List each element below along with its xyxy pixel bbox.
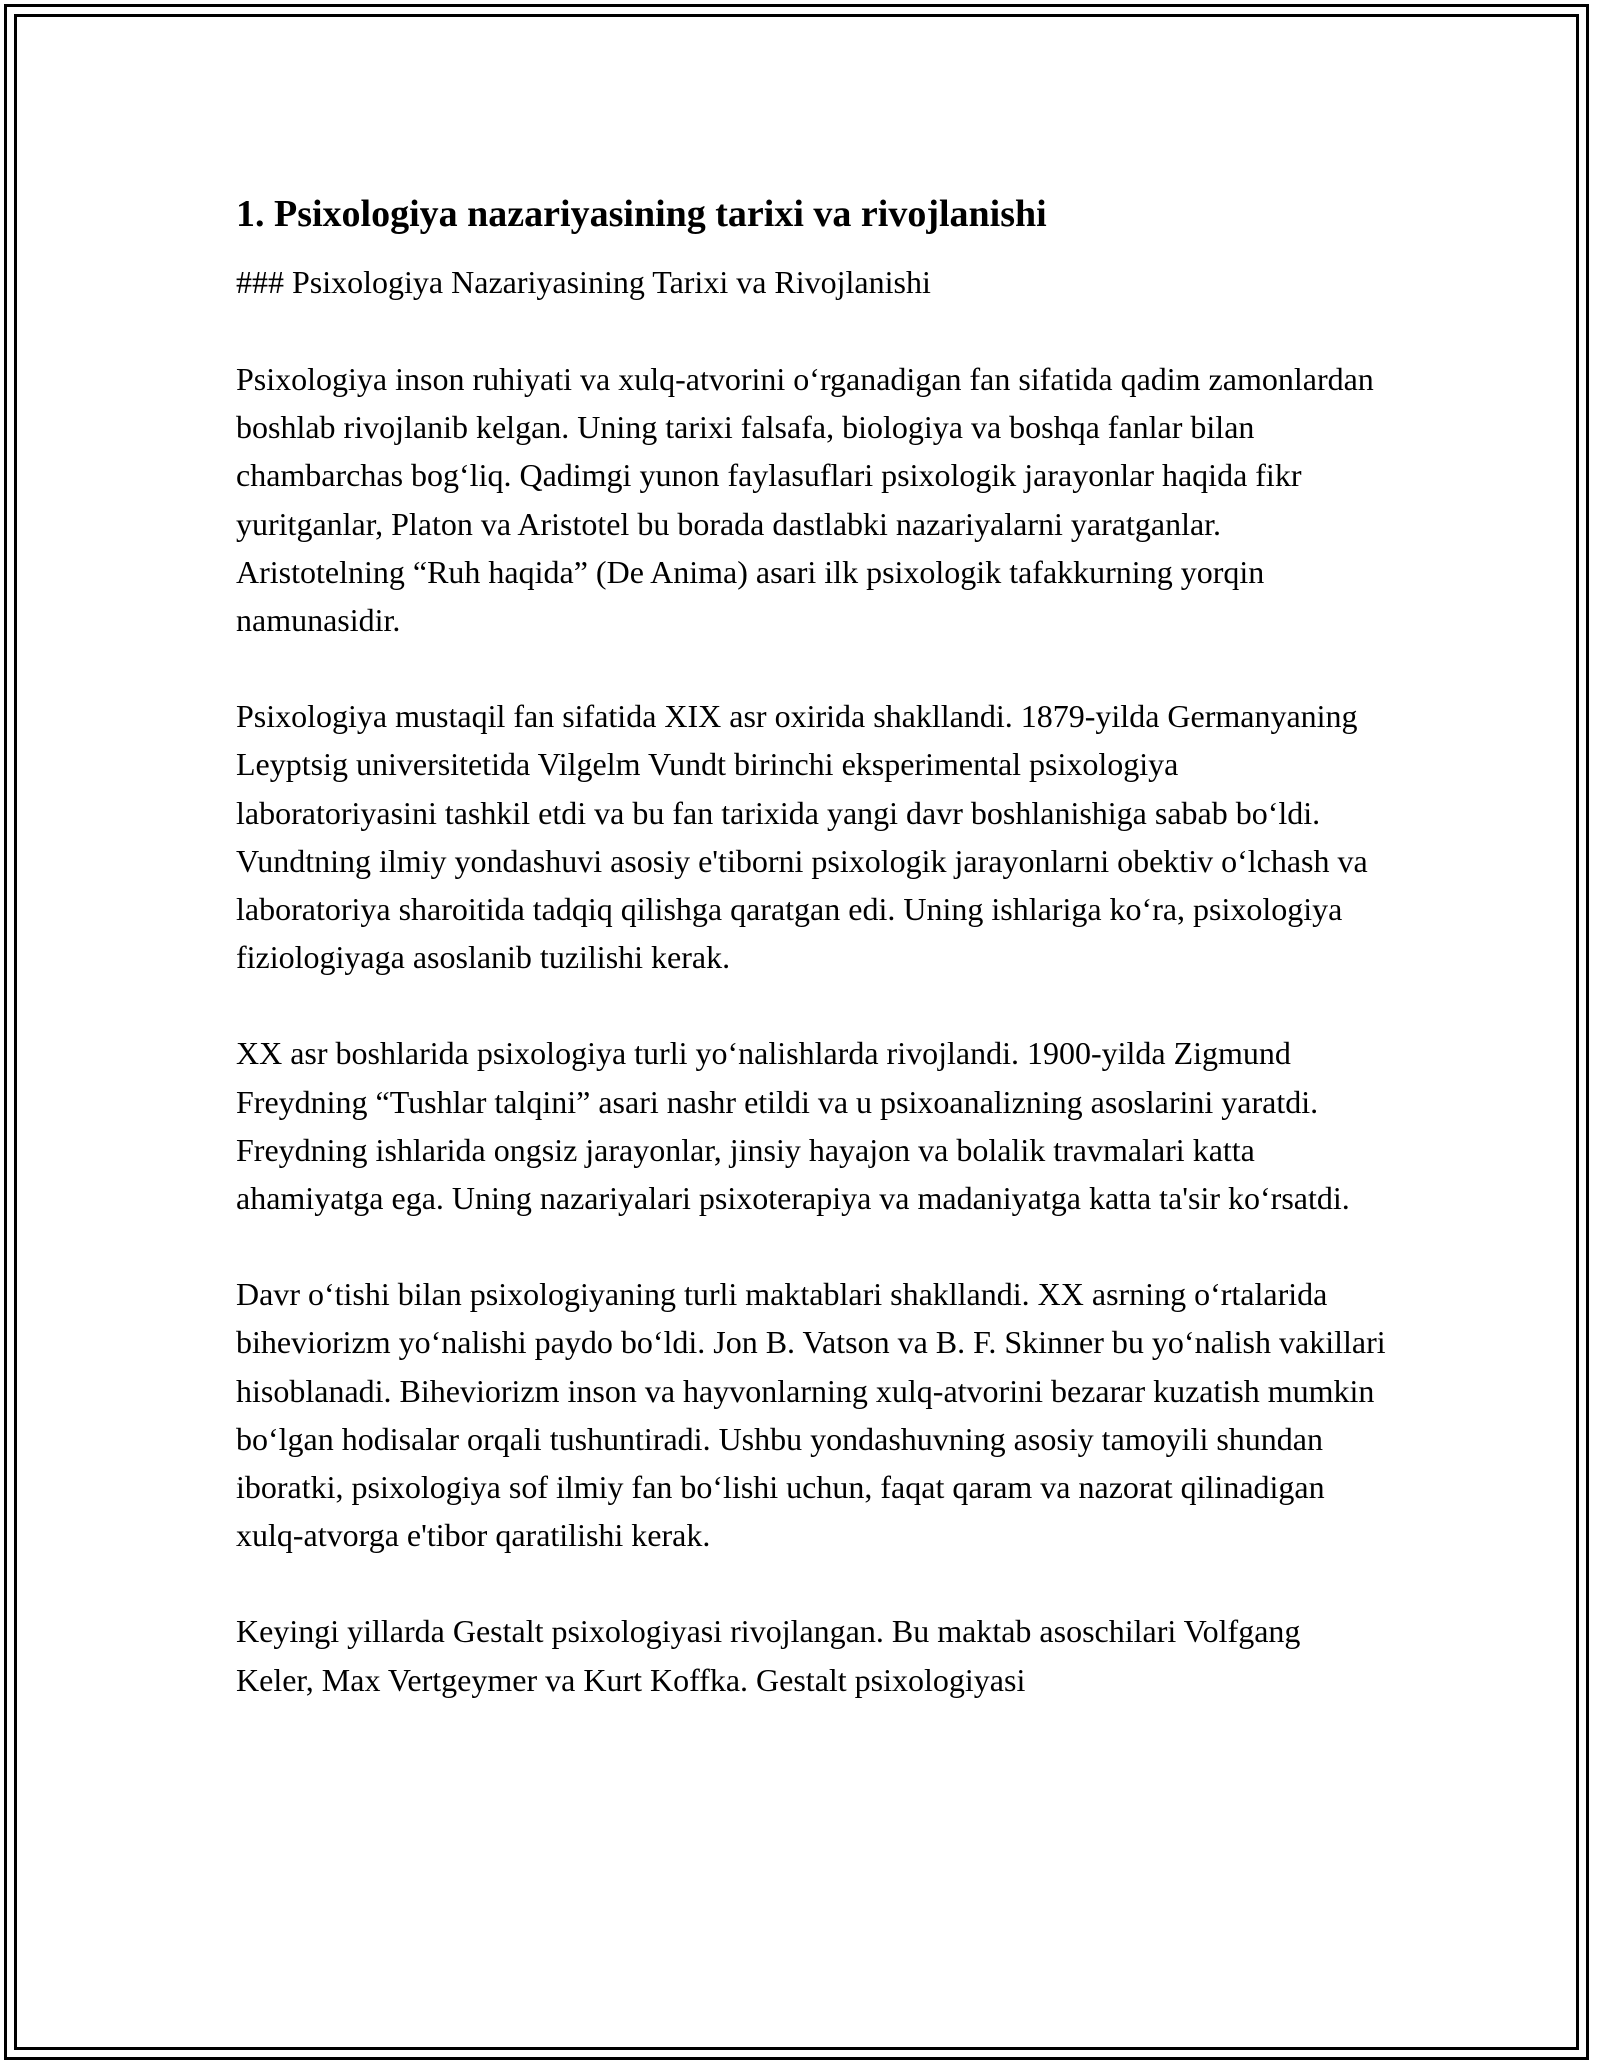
document-subtitle: ### Psixologiya Nazariyasining Tarixi va Rivojlanishi	[236, 264, 931, 300]
paragraph-3: XX asr boshlarida psixologiya turli yo‘nalishlarda rivojlandi. 1900-yilda Zigmund Freydning “Tushlar talqini” asari nashr etildi va u psixoanalizning asoslarini yaratdi. Freydning ishlarida ongsiz jarayonlar, jinsiy hayajon va bolalik travmalari katta ahamiyatga ega. Uning nazariyalari psixoterapiya va madaniyatga katta ta'sir ko‘rsatdi.	[236, 1035, 1350, 1217]
paragraph-1: Psixologiya inson ruhiyati va xulq-atvorini o‘rganadigan fan sifatida qadim zamonlardan boshlab rivojlanib kelgan. Uning tarixi falsafa, biologiya va boshqa fanlar bilan chambarchas bog‘liq. Qadimgi yunon faylasuflari psixologik jarayonlar haqida fikr yuritganlar, Platon va Aristotel bu borada dastlabki nazariyalarni yaratganlar. Aristotelning “Ruh haqida” (De Anima) asari ilk psixologik tafakkurning yorqin namunasidir.	[236, 361, 1374, 639]
paragraph-5: Keyingi yillarda Gestalt psixologiyasi rivojlangan. Bu maktab asoschilari Volfgang Keler, Max Vertgeymer va Kurt Koffka. Gestalt psixologiyasi	[236, 1613, 1301, 1698]
paragraph-2: Psixologiya mustaqil fan sifatida XIX asr oxirida shakllandi. 1879-yilda Germanyaning Leyptsig universitetida Vilgelm Vundt birinchi eksperimental psixologiya laboratoriyasini tashkil etdi va bu fan tarixida yangi davr boshlanishiga sabab bo‘ldi. Vundtning ilmiy yondashuvi asosiy e'tiborni psixologik jarayonlarni obektiv o‘lchash va laboratoriya sharoitida tadqiq qilishga qaratgan edi. Uning ishlariga ko‘ra, psixologiya fiziologiyaga asoslanib tuzilishi kerak.	[236, 698, 1368, 976]
paragraph-4: Davr o‘tishi bilan psixologiyaning turli maktablari shakllandi. XX asrning o‘rtalarida biheviorizm yo‘nalishi paydo bo‘ldi. Jon B. Vatson va B. F. Skinner bu yo‘nalish vakillari hisoblanadi. Biheviorizm inson va hayvonlarning xulq-atvorini bezarar kuzatish mumkin bo‘lgan hodisalar orqali tushuntiradi. Ushbu yondashuvning asosiy tamoyili shundan iboratki, psixologiya sof ilmiy fan bo‘lishi uchun, faqat qaram va nazorat qilinadigan xulq-atvorga e'tibor qaratilishi kerak.	[236, 1276, 1386, 1554]
document-body	[236, 186, 1386, 1752]
document-title: 1. Psixologiya nazariyasining tarixi va rivojlanishi	[236, 193, 1047, 235]
